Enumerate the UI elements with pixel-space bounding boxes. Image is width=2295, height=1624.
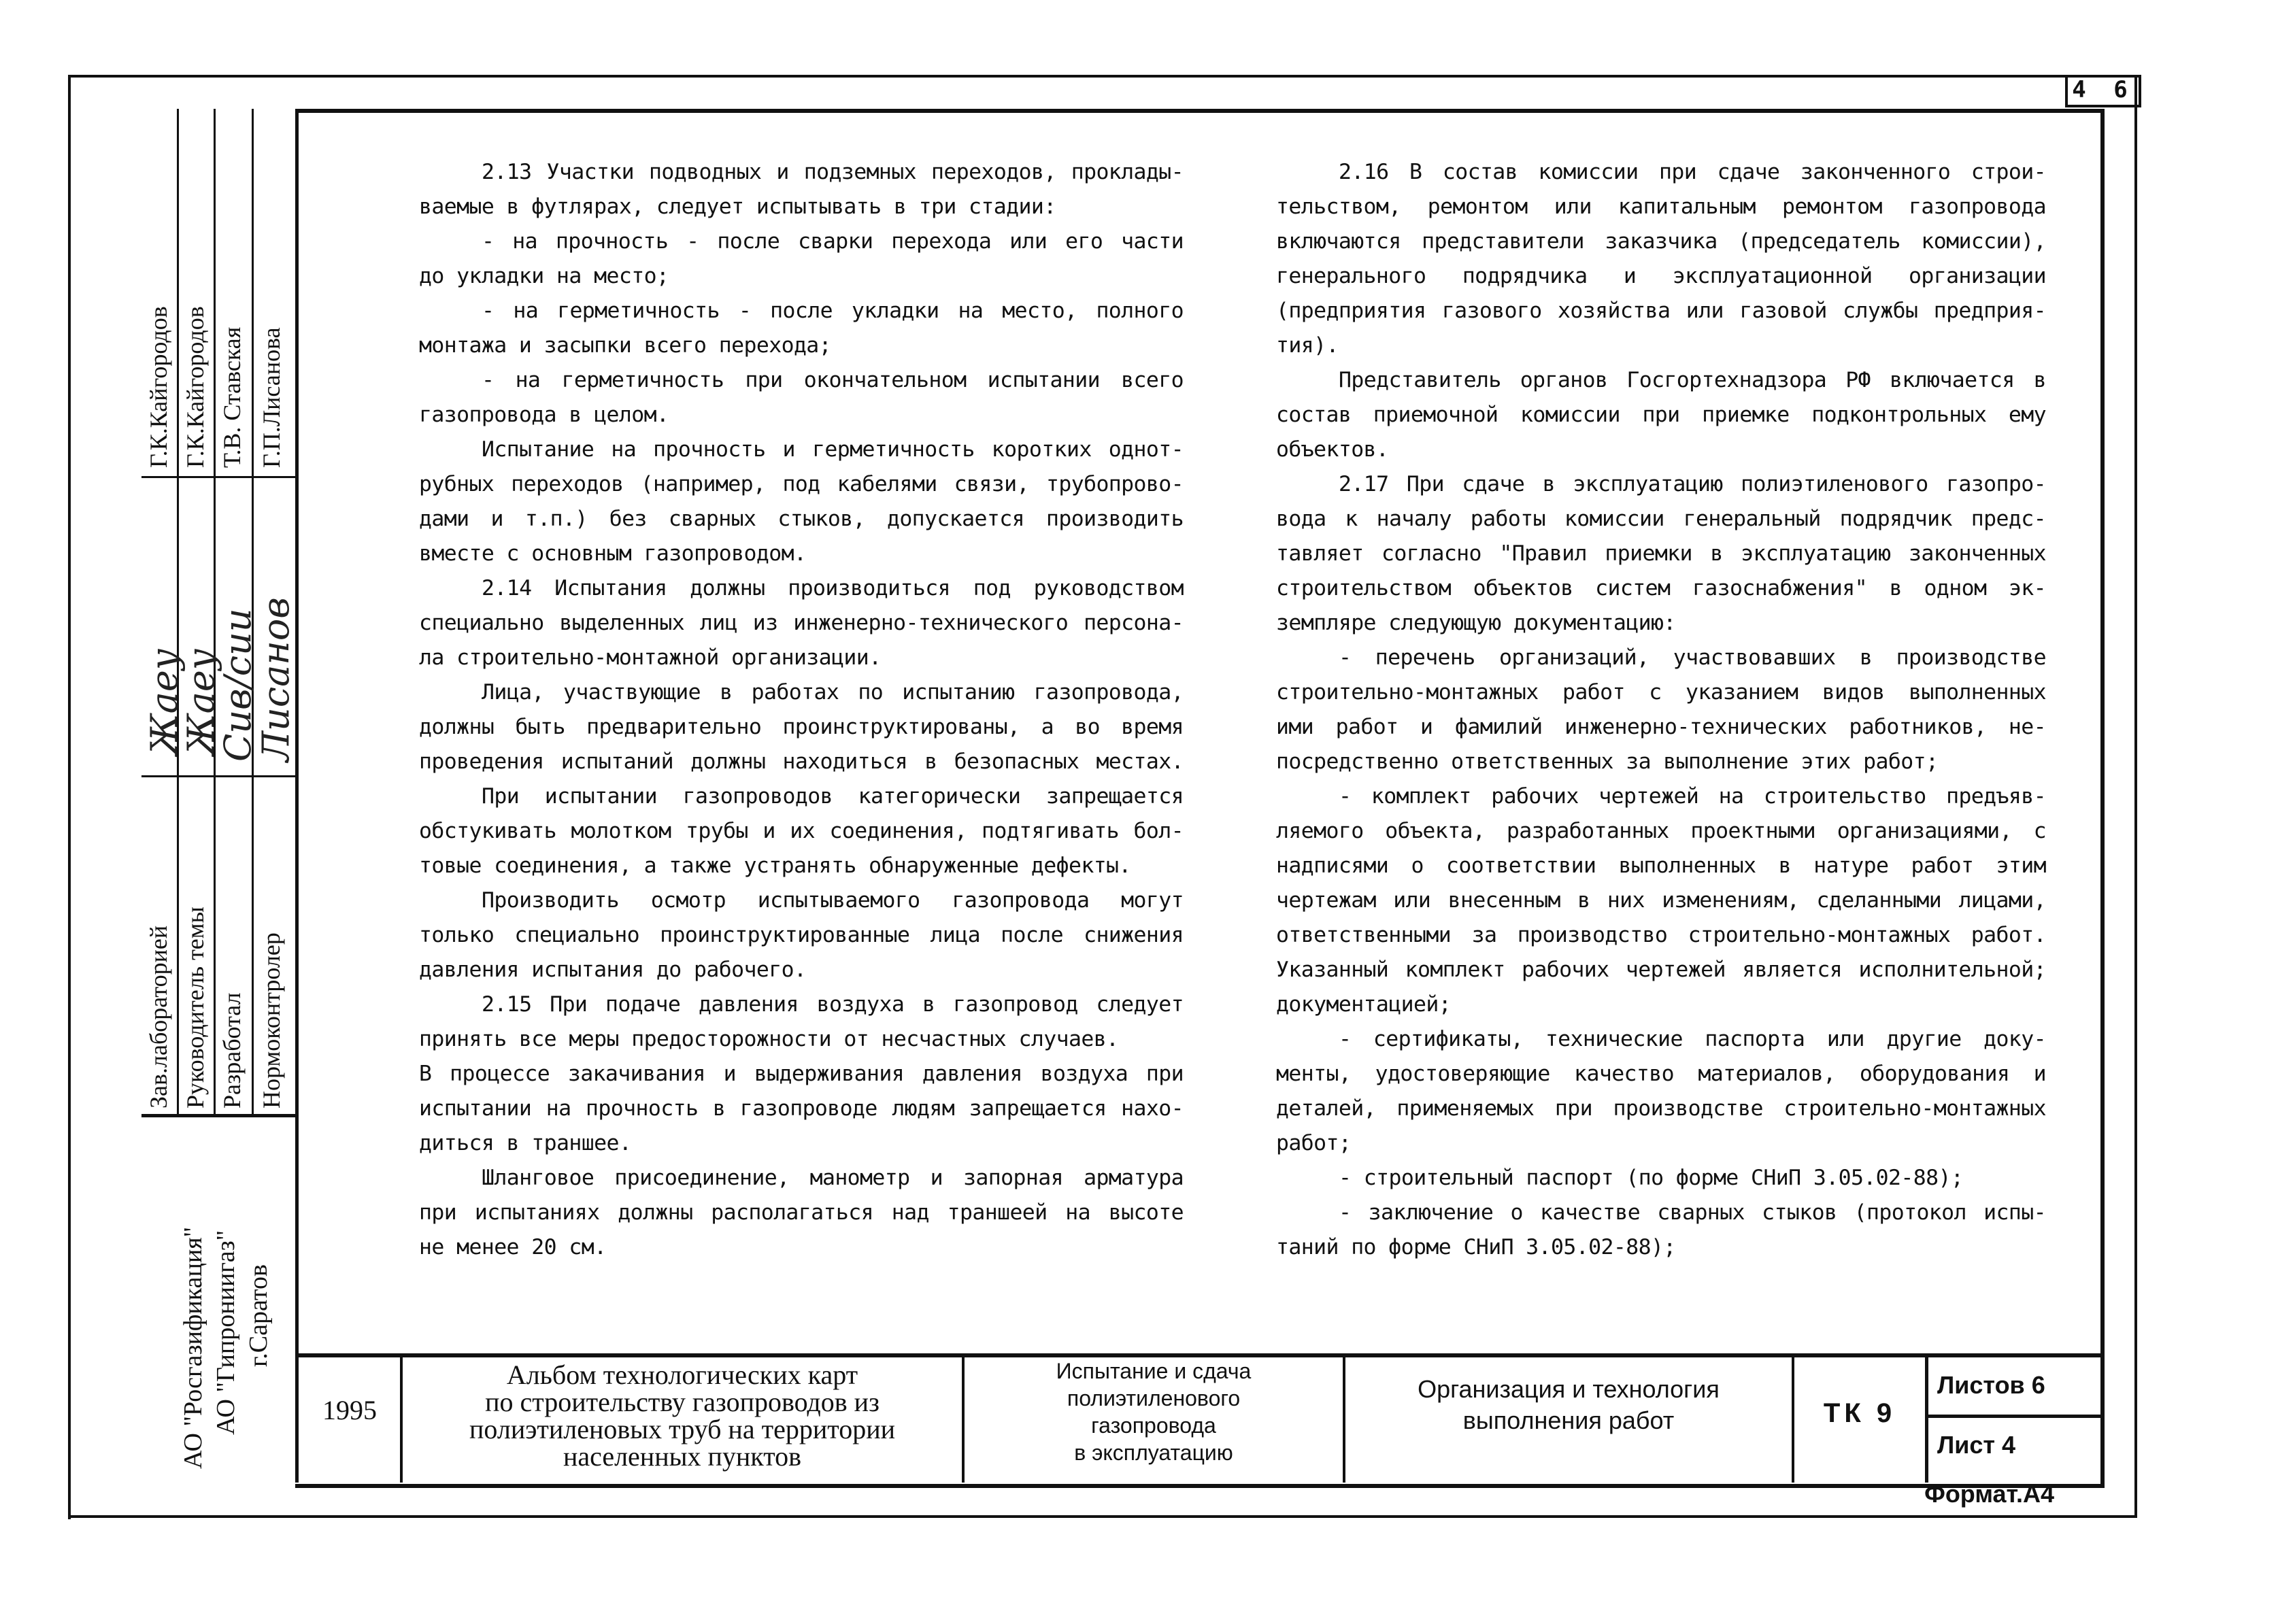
signature: Лисанов [254, 597, 297, 762]
signature: Жаеу [180, 648, 222, 755]
text-line: давления испытания до рабочего. [419, 958, 807, 982]
sidebar-role: Разработал [218, 992, 246, 1109]
text-line: вместе с основным газопроводом. [419, 541, 807, 566]
text-line: Представитель органов Госгортехнадзора РФ включается в [1339, 368, 2046, 392]
text-line: состав приемочной комиссии при приемке подконтрольных ему [1276, 403, 2046, 427]
text-line: - на герметичность - после укладки на место, полного [482, 299, 1184, 323]
text-line: не менее 20 см. [419, 1235, 607, 1259]
org-line: АО "Гипрониигаз" [212, 1230, 240, 1435]
album-title-line: населенных пунктов [563, 1441, 802, 1472]
signature: Сив/сии [216, 608, 259, 762]
text-line: генерального подрядчика и эксплуатационной организации [1276, 264, 2046, 288]
text-line: Указанный комплект рабочих чертежей является исполнительной; [1276, 958, 2046, 982]
text-line: 2.13 Участки подводных и подземных переходов, проклады- [482, 160, 1184, 184]
text-line: ответственными за производство строительно-монтажных работ. [1276, 923, 2046, 947]
text-line: объектов. [1276, 437, 1389, 462]
sidebar-role: Нормоконтролер [258, 932, 285, 1109]
text-line: - строительный паспорт (по форме СНиП 3.05.02-88); [1339, 1166, 1964, 1190]
right-text-column [1276, 155, 2046, 1265]
outer-frame-bottom [68, 1515, 2137, 1518]
text-line: принять все меры предосторожности от несчастных случаев. [419, 1027, 1119, 1051]
text-line: - перечень организаций, участвовавших в производстве [1339, 645, 2046, 670]
text-line: работ; [1276, 1131, 1352, 1155]
text-line: дами и т.п.) без сварных стыков, допускается производить [419, 507, 1184, 531]
org-line: г.Саратов [244, 1264, 273, 1367]
text-line: - сертификаты, технические паспорта или другие доку- [1339, 1027, 2046, 1051]
text-line: надписями о соответствии выполненных в натуре работ этим [1276, 853, 2046, 878]
sidebar-divider [177, 109, 179, 1115]
text-line: ляемого объекта, разработанных проектными организациями, с [1276, 819, 2046, 843]
sidebar-role: Зав.лабораторией [145, 925, 172, 1109]
text-line: 2.17 При сдаче в эксплуатацию полиэтиленового газопро- [1339, 472, 2046, 496]
text-line: проведения испытаний должны находиться в безопасных местах. [419, 749, 1184, 774]
text-line: менты, удостоверяющие качество материалов, оборудования и [1276, 1062, 2046, 1086]
text-line: 2.14 Испытания должны производиться под руководством [482, 576, 1184, 600]
title-year: 1995 [322, 1395, 377, 1425]
text-line: (предприятия газового хозяйства или газовой службы предприя- [1276, 299, 2046, 323]
sidebar-name: Г.К.Кайгородов [182, 306, 209, 468]
topic-title-line: выполнения работ [1462, 1406, 1675, 1434]
sidebar-name: Т.В. Ставская [218, 326, 246, 468]
sidebar-role: Руководитель темы [182, 907, 209, 1109]
album-title-line: полиэтиленовых труб на территории [469, 1414, 895, 1444]
section-title [965, 1357, 1343, 1466]
section-title-line: полиэтиленового [1067, 1386, 1241, 1410]
text-line: должны быть предварительно проинструктированы, а во время [419, 715, 1184, 739]
album-title-line: по строительству газопроводов из [485, 1387, 880, 1417]
text-line: тавляет согласно "Правил приемки в эксплуатацию законченных [1276, 541, 2046, 566]
page-number: 4 6 [2065, 75, 2141, 107]
topic-title [1345, 1374, 1792, 1436]
text-line: посредственно ответственных за выполнение этих работ; [1276, 749, 1939, 774]
text-line: рубных переходов (например, под кабелями связи, трубопрово- [419, 472, 1184, 496]
text-line: - заключение о качестве сварных стыков (протокол испы- [1339, 1200, 2046, 1225]
album-title [403, 1361, 962, 1470]
text-line: Производить осмотр испытываемого газопровода могут [482, 888, 1184, 913]
title-block-divider [1925, 1353, 1928, 1483]
text-line: ими работ и фамилий инженерно-технических работников, не- [1276, 715, 2046, 739]
text-line: товые соединения, а также устранять обнаруженные дефекты. [419, 853, 1131, 878]
text-line: при испытаниях должны располагаться над траншеей на высоте [419, 1200, 1184, 1225]
text-line: В процессе закачивания и выдерживания давления воздуха при [419, 1062, 1184, 1086]
format-label: Формат.А4 [1924, 1480, 2054, 1508]
text-line: тия). [1276, 333, 1339, 358]
text-line: испытании на прочность в газопроводе людям запрещается нахо- [419, 1096, 1184, 1121]
left-text-column [419, 155, 1184, 1265]
sidebar-row-line [141, 775, 297, 777]
text-line: монтажа и засыпки всего перехода; [419, 333, 832, 358]
text-line: чертежам или внесенным в них изменениям, сделанными лицами, [1276, 888, 2046, 913]
text-line: диться в траншее. [419, 1131, 632, 1155]
text-line: Шланговое присоединение, манометр и запорная арматура [482, 1166, 1184, 1190]
album-title-line: Альбом технологических карт [506, 1359, 858, 1390]
text-line: - на прочность - после сварки перехода или его части [482, 229, 1184, 254]
text-line: документацией; [1276, 992, 1452, 1017]
text-line: Лица, участвующие в работах по испытанию газопровода, [482, 680, 1184, 705]
text-line: таний по форме СНиП 3.05.02-88); [1276, 1235, 1676, 1259]
text-line: ваемые в футлярах, следует испытывать в три стадии: [419, 194, 1056, 219]
section-title-line: Испытание и сдача [1056, 1359, 1252, 1383]
text-line: - комплект рабочих чертежей на строительство предъяв- [1339, 784, 2046, 809]
text-line: только специально проинструктированные лица после снижения [419, 923, 1184, 947]
sidebar-row-line [141, 476, 297, 478]
section-title-line: в эксплуатацию [1074, 1440, 1233, 1465]
sidebar-name: Г.П.Лисанова [258, 327, 285, 468]
sidebar-name: Г.К.Кайгородов [145, 306, 172, 468]
signature: Жаеу [143, 648, 186, 755]
outer-frame-right [2134, 75, 2137, 1517]
text-line: Испытание на прочность и герметичность коротких однот- [482, 437, 1184, 462]
topic-title-line: Организация и технология [1418, 1375, 1720, 1403]
section-title-line: газопровода [1091, 1413, 1216, 1438]
text-line: ла строительно-монтажной организации. [419, 645, 882, 670]
sidebar-row-line [141, 1114, 297, 1117]
sheet-number: Лист 4 [1937, 1431, 2016, 1459]
text-line: включаются представители заказчика (председатель комиссии), [1276, 229, 2046, 254]
text-line: обстукивать молотком трубы и их соединения, подтягивать бол- [419, 819, 1184, 843]
text-line: 2.15 При подаче давления воздуха в газопровод следует [482, 992, 1184, 1017]
text-line: специально выделенных лиц из инженерно-технического персона- [419, 611, 1184, 635]
sheets-count: Листов 6 [1937, 1371, 2045, 1399]
text-line: строительно-монтажных работ с указанием видов выполненных [1276, 680, 2046, 705]
text-line: тельством, ремонтом или капитальным ремонтом газопровода [1276, 194, 2046, 219]
text-line: деталей, применяемых при производстве строительно-монтажных [1276, 1096, 2046, 1121]
text-line: газопровода в целом. [419, 403, 669, 427]
text-line: земпляре следующую документацию: [1276, 611, 1676, 635]
text-line: до укладки на место; [419, 264, 669, 288]
sidebar-divider [214, 109, 216, 1115]
org-line: АО "Росгазификация" [179, 1226, 207, 1469]
text-line: При испытании газопроводов категорически запрещается [482, 784, 1184, 809]
text-line: - на герметичность при окончательном испытании всего [482, 368, 1184, 392]
text-line: вода к началу работы комиссии генеральный подрядчик предс- [1276, 507, 2046, 531]
doc-code: ТК 9 [1823, 1398, 1896, 1428]
title-block-divider [1925, 1415, 2100, 1418]
text-line: 2.16 В состав комиссии при сдаче законченного строи- [1339, 160, 2046, 184]
text-line: строительством объектов систем газоснабжения" в одном эк- [1276, 576, 2046, 600]
